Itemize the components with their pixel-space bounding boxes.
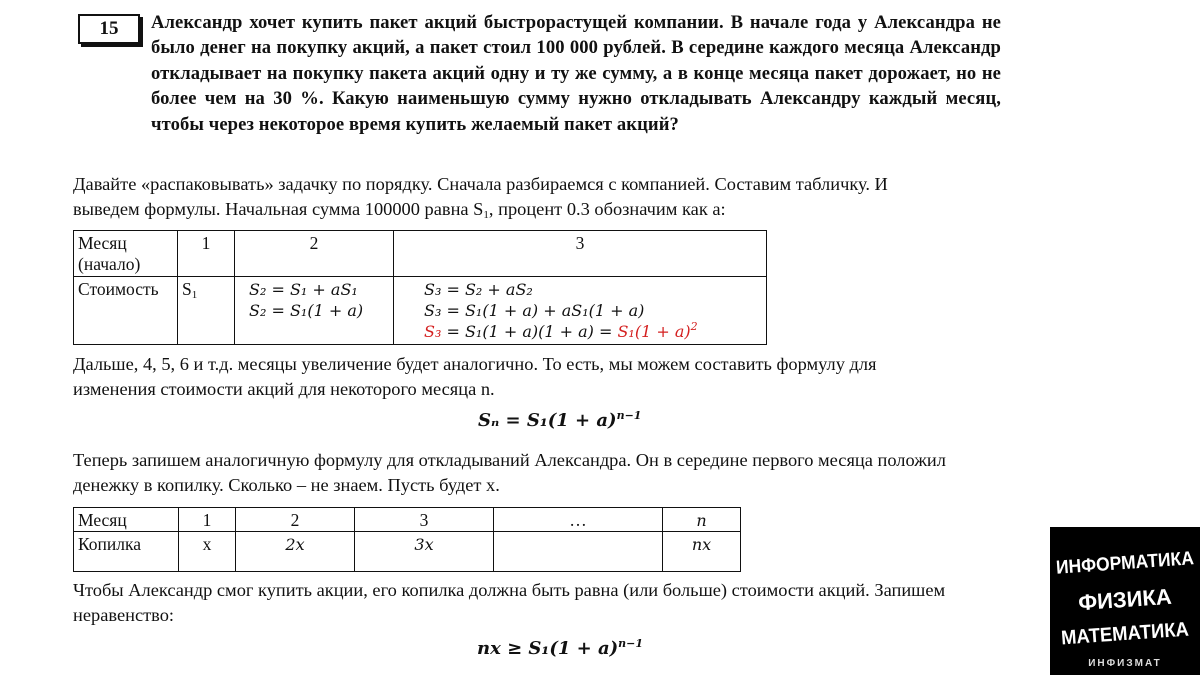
cost-formula-3c: $S_3 = S_1(1 + a)(1 + a) = S_1(1 + a)^2$ [424,320,698,341]
savings-table-header-3: 3 [355,508,494,532]
cost-table-header-2: 2 [235,231,394,277]
logo-line-2: ФИЗИКА [1077,583,1173,616]
cost-table-row-label: Стоимость [74,277,178,345]
problem-number: 15 [78,14,140,44]
logo-line-3: МАТЕМАТИКА [1060,618,1190,650]
paragraph-2-line-1: Дальше, 4, 5, 6 и т.д. месяцы увеличение будет аналогично. То есть, мы можем составить формулу для [73,354,877,374]
cost-formula-3b: S₃ = S₁(1 + a) + aS₁(1 + a) [424,301,645,320]
paragraph-4-line-2: неравенство: [73,605,175,625]
intro-line-1: Давайте «распаковывать» задачку по порядку. Сначала разбираемся с компанией. Составим табличку. И [73,174,888,194]
cost-formula-2a: S₂ = S₁ + aS₁ [249,280,358,299]
cost-table-cell-2 [235,277,394,345]
paragraph-4 [73,578,1053,628]
paragraph-3 [73,448,1173,498]
savings-table-header-2: 2 [236,508,355,532]
savings-table-header-1: 1 [179,508,236,532]
cost-table-cell-3 [394,277,767,345]
paragraph-3-line-2: денежку в копилку. Сколько – не знаем. Пусть будет x. [73,475,500,495]
paragraph-3-line-1: Теперь запишем аналогичную формулу для откладываний Александра. Он в середине первого месяца положил [73,450,946,470]
cost-table-cell-1: $S_1$ [178,277,235,345]
savings-table-cell-ellipsis [494,532,663,572]
intro-paragraph [73,172,1173,222]
logo-footer: ИНФИЗМАТ [1088,658,1162,669]
savings-table [73,507,741,572]
paragraph-4-line-1: Чтобы Александр смог купить акции, его копилка должна быть равна (или больше) стоимости акций. Запишем [73,580,946,600]
infizmat-logo [1050,527,1200,675]
problem-statement: Александр хочет купить пакет акций быстрорастущей компании. В начале года у Александра не было денег на покупку акций, а пакет стоил 100 000 рублей. В середине каждого месяца Александр откладывает на покупку пакета акций одну и ту же сумму, а в конце месяца пакет дорожает, но не более чем на 30 %. Какую наименьшую сумму нужно откладывать Александру каждый месяц, чтобы через некоторое время купить желаемый пакет акций? [151,12,1001,135]
savings-table-cell-1: x [179,532,236,572]
cost-table-header-3: 3 [394,231,767,277]
cost-table-header-month: Месяц (начало) [74,231,178,277]
savings-table-header-ellipsis: … [494,508,663,532]
savings-table-header-month: Месяц [74,508,179,532]
paragraph-2 [73,352,1173,402]
intro-line-2: выведем формулы. Начальная сумма 100000 равна $S_1$, процент 0.3 обозначим как а: [73,199,726,221]
savings-table-header-n: n [663,508,741,532]
formula-cost-n: $S_n = S_1(1 + a)^{n-1}$ [478,409,642,431]
paragraph-2-line-2: изменения стоимости акций для некоторого месяца n. [73,379,495,399]
savings-table-cell-n: nx [663,532,741,572]
cost-table-header-1: 1 [178,231,235,277]
cost-formula-2b: S₂ = S₁(1 + a) [249,301,364,320]
savings-table-cell-2: 2x [236,532,355,572]
logo-line-1: ИНФОРМАТИКА [1055,548,1195,579]
formula-inequality: nx ≥ $S_1(1 + a)^{n-1}$ [477,637,644,659]
cost-formula-3a: S₃ = S₂ + aS₂ [424,280,533,299]
savings-table-row-label: Копилка [74,532,179,572]
cost-table [73,230,767,345]
savings-table-cell-3: 3x [355,532,494,572]
